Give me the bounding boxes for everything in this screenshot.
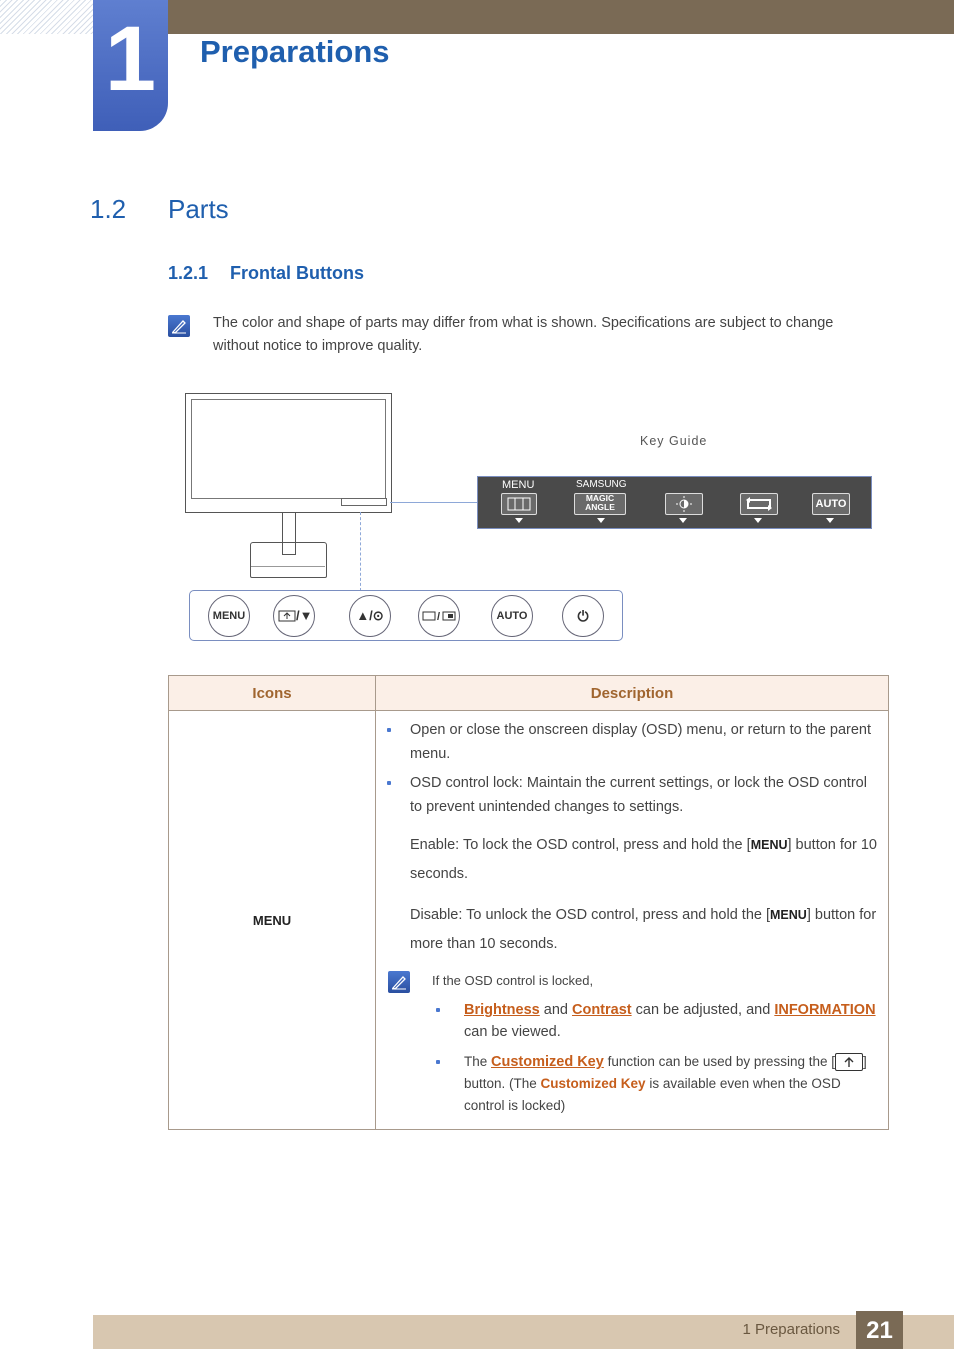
menu-icon: MENU bbox=[169, 711, 376, 1130]
description-cell bbox=[376, 711, 889, 1130]
customized-key-down-button[interactable]: /▼ bbox=[273, 595, 315, 637]
menu-key-icon: MENU bbox=[770, 908, 807, 922]
adjust-button-group bbox=[273, 595, 389, 635]
arrow-down-icon bbox=[597, 518, 605, 523]
menu-button[interactable]: MENU bbox=[208, 595, 250, 637]
front-button-panel bbox=[189, 590, 623, 641]
key-guide-auto-icon: AUTO bbox=[812, 493, 850, 515]
enable-text: Enable: To lock the OSD control, press and hold the [MENU] button for 10 seconds. bbox=[410, 837, 877, 882]
key-guide-menu-icon bbox=[501, 493, 537, 515]
arrow-down-icon bbox=[826, 518, 834, 523]
header-hatch bbox=[0, 0, 93, 34]
brightness-up-select-button[interactable]: ▲/⊙ bbox=[349, 595, 391, 637]
arrow-down-icon bbox=[754, 518, 762, 523]
header-bar bbox=[168, 0, 954, 34]
svg-text:/: / bbox=[437, 611, 441, 622]
page-number: 21 bbox=[856, 1311, 903, 1349]
power-button[interactable]: ⏻ bbox=[562, 595, 604, 637]
connector-line-panel bbox=[360, 512, 361, 591]
bullet-osd-lock: OSD control lock: Maintain the current settings, or lock the OSD control to prevent unintended changes to settings. bbox=[384, 771, 878, 819]
key-guide-bar bbox=[477, 476, 872, 529]
bullet-open-close: Open or close the onscreen display (OSD) menu, or return to the parent menu. bbox=[384, 718, 878, 766]
magic-text: MAGIC bbox=[585, 493, 615, 503]
locked-note bbox=[384, 971, 878, 1117]
chapter-number-badge: 1 bbox=[93, 0, 168, 131]
section-number: 1.2 bbox=[90, 194, 127, 224]
sub-bullet-adjust: Brightness and Contrast can be adjusted, and INFORMATION can be viewed. bbox=[432, 999, 878, 1043]
source-button[interactable] bbox=[418, 595, 460, 637]
note-icon bbox=[388, 971, 410, 993]
subsection-title: Frontal Buttons bbox=[230, 263, 364, 283]
table-row bbox=[169, 711, 889, 1130]
note-text: The color and shape of parts may differ from what is shown. Specifications are subject to change without notice to improve quality. bbox=[213, 315, 834, 354]
footer-chapter: 1 Preparations bbox=[742, 1321, 840, 1338]
monitor-illustration bbox=[185, 393, 392, 513]
buttons-table bbox=[168, 675, 889, 1130]
chapter-title: Preparations bbox=[200, 34, 390, 69]
key-guide-magic-angle-icon bbox=[574, 493, 626, 515]
menu-key-icon: MENU bbox=[750, 838, 788, 852]
arrow-down-icon bbox=[515, 518, 523, 523]
auto-button[interactable]: AUTO bbox=[491, 595, 533, 637]
footer-bar bbox=[93, 1315, 954, 1349]
disable-text: Disable: To unlock the OSD control, press and hold the [MENU] button for more than 10 seconds. bbox=[410, 907, 877, 952]
sub-bullet-customized-key: The Customized Key function can be used by pressing the [ ] button. (The Customized Key is available even when the OSD control is locked) bbox=[432, 1051, 878, 1117]
monitor-button-strip bbox=[341, 498, 387, 506]
arrow-down-icon bbox=[679, 518, 687, 523]
key-guide-menu-label: MENU bbox=[502, 479, 535, 491]
header-description: Description bbox=[376, 676, 889, 711]
angle-text: ANGLE bbox=[585, 502, 615, 512]
table-header-row bbox=[169, 676, 889, 711]
note-lead: If the OSD control is locked, bbox=[432, 973, 594, 988]
header-icons: Icons bbox=[169, 676, 376, 711]
section-title: Parts bbox=[168, 194, 229, 224]
key-guide-source-icon bbox=[740, 493, 778, 515]
customized-key-icon bbox=[835, 1053, 863, 1071]
monitor-stand-edge bbox=[251, 566, 325, 576]
key-guide-brightness-icon bbox=[665, 493, 703, 515]
connector-line-keyguide bbox=[390, 502, 477, 503]
note-icon bbox=[168, 315, 190, 337]
monitor-screen bbox=[191, 399, 386, 499]
subsection-number: 1.2.1 bbox=[168, 263, 209, 283]
key-guide-label: Key Guide bbox=[640, 434, 708, 448]
key-guide-samsung-label: SAMSUNG bbox=[576, 479, 627, 490]
